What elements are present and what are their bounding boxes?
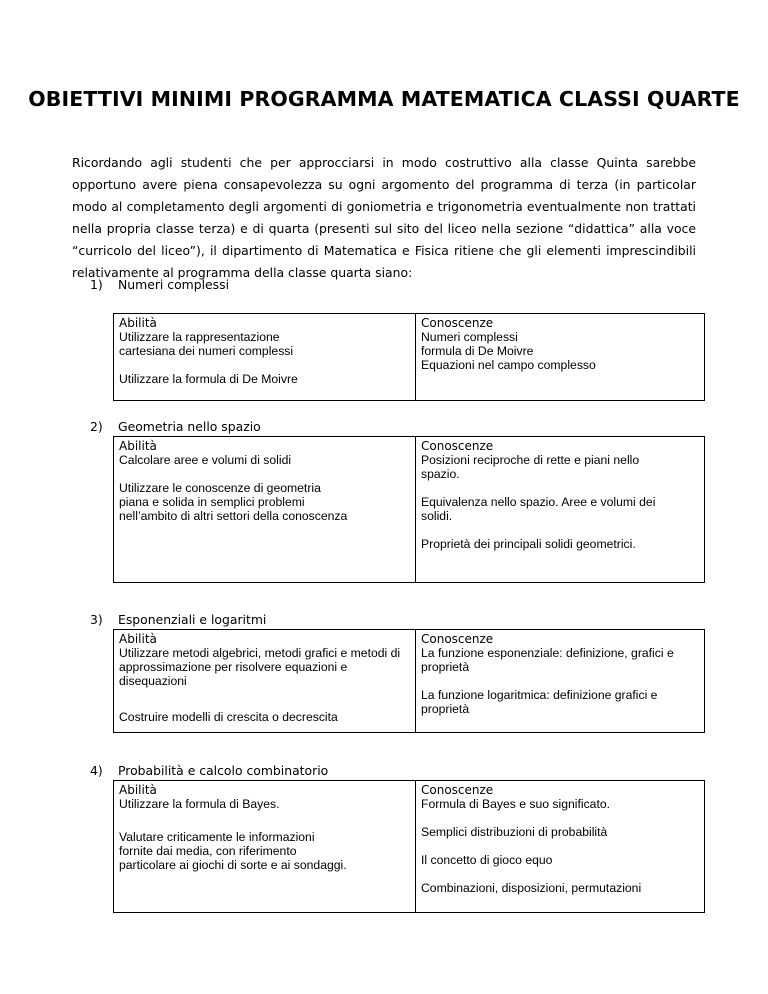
abilita-label: Abilità — [119, 632, 157, 646]
conoscenze-item: Semplici distribuzioni di probabilità — [421, 825, 608, 839]
conoscenze-item: La funzione logaritmica: definizione grafici e proprietà — [421, 688, 658, 716]
section-number: 1) — [90, 277, 103, 292]
skills-table-1 — [113, 313, 705, 401]
section-title: Esponenziali e logaritmi — [118, 612, 267, 627]
section-title: Geometria nello spazio — [118, 419, 261, 434]
intro-paragraph: Ricordando agli studenti che per approcciarsi in modo costruttivo alla classe Quinta sarebbe opportuno avere piena consapevolezza su ogni argomento del programma di terza (in particolar modo al completamento degli argomenti di goniometria e trigonometria eventualmente non trattati nella propria classe terza) e di quarta (presenti sul sito del liceo nella sezione “didattica” alla voce “curricolo del liceo”), il dipartimento di Matematica e Fisica ritiene che gli elementi imprescindibili relativamente al programma della classe quarta siano: — [72, 155, 696, 280]
abilita-label: Abilità — [119, 316, 157, 330]
abilita-label: Abilità — [119, 783, 157, 797]
abilita-item: Utilizzare la rappresentazione cartesiana dei numeri complessi — [119, 330, 294, 358]
conoscenze-item: La funzione esponenziale: definizione, grafici e proprietà — [421, 646, 674, 674]
abilita-cell — [114, 437, 416, 583]
abilita-item: Costruire modelli di crescita o decrescita — [119, 710, 338, 724]
section-number: 4) — [90, 763, 103, 778]
page-title: OBIETTIVI MINIMI PROGRAMMA MATEMATICA CLASSI QUARTE — [28, 87, 740, 111]
conoscenze-cell — [416, 781, 705, 913]
section-heading-1 — [90, 277, 229, 292]
abilita-item: Utilizzare la formula di Bayes. — [119, 797, 280, 811]
abilita-item: Calcolare aree e volumi di solidi — [119, 453, 292, 467]
conoscenze-item: Il concetto di gioco equo — [421, 853, 553, 867]
conoscenze-item: Formula di Bayes e suo significato. — [421, 797, 610, 811]
abilita-label: Abilità — [119, 439, 157, 453]
conoscenze-item: Combinazioni, disposizioni, permutazioni — [421, 881, 642, 895]
conoscenze-label: Conoscenze — [421, 316, 494, 330]
section-title: Probabilità e calcolo combinatorio — [118, 763, 329, 778]
conoscenze-item: formula di De Moivre — [421, 344, 534, 358]
conoscenze-item: Equivalenza nello spazio. Aree e volumi dei solidi. — [421, 495, 656, 523]
conoscenze-item: Numeri complessi — [421, 330, 518, 344]
section-number: 2) — [90, 419, 103, 434]
conoscenze-item: Proprietà dei principali solidi geometrici. — [421, 537, 636, 551]
abilita-cell — [114, 630, 416, 733]
section-heading-2 — [90, 419, 261, 434]
conoscenze-cell — [416, 630, 705, 733]
conoscenze-item: Equazioni nel campo complesso — [421, 358, 596, 372]
skills-table-4 — [113, 780, 705, 913]
skills-table-3 — [113, 629, 705, 733]
conoscenze-cell — [416, 437, 705, 583]
skills-table-2 — [113, 436, 705, 583]
section-heading-4 — [90, 763, 328, 778]
conoscenze-label: Conoscenze — [421, 783, 494, 797]
abilita-cell — [114, 314, 416, 401]
abilita-cell — [114, 781, 416, 913]
conoscenze-label: Conoscenze — [421, 632, 494, 646]
conoscenze-cell — [416, 314, 705, 401]
abilita-item: Utilizzare le conoscenze di geometria piana e solida in semplici problemi nell’ambito di altri settori della conoscenza — [119, 481, 348, 523]
conoscenze-label: Conoscenze — [421, 439, 494, 453]
section-heading-3 — [90, 612, 266, 627]
section-title: Numeri complessi — [118, 277, 230, 292]
abilita-item: Valutare criticamente le informazioni fornite dai media, con riferimento particolare ai giochi di sorte e ai sondaggi. — [119, 830, 347, 872]
abilita-item: Utilizzare metodi algebrici, metodi grafici e metodi di approssimazione per risolvere equazioni e disequazioni — [119, 646, 401, 688]
conoscenze-item: Posizioni reciproche di rette e piani nello spazio. — [421, 453, 640, 481]
section-number: 3) — [90, 612, 103, 627]
abilita-item: Utilizzare la formula di De Moivre — [119, 372, 298, 386]
